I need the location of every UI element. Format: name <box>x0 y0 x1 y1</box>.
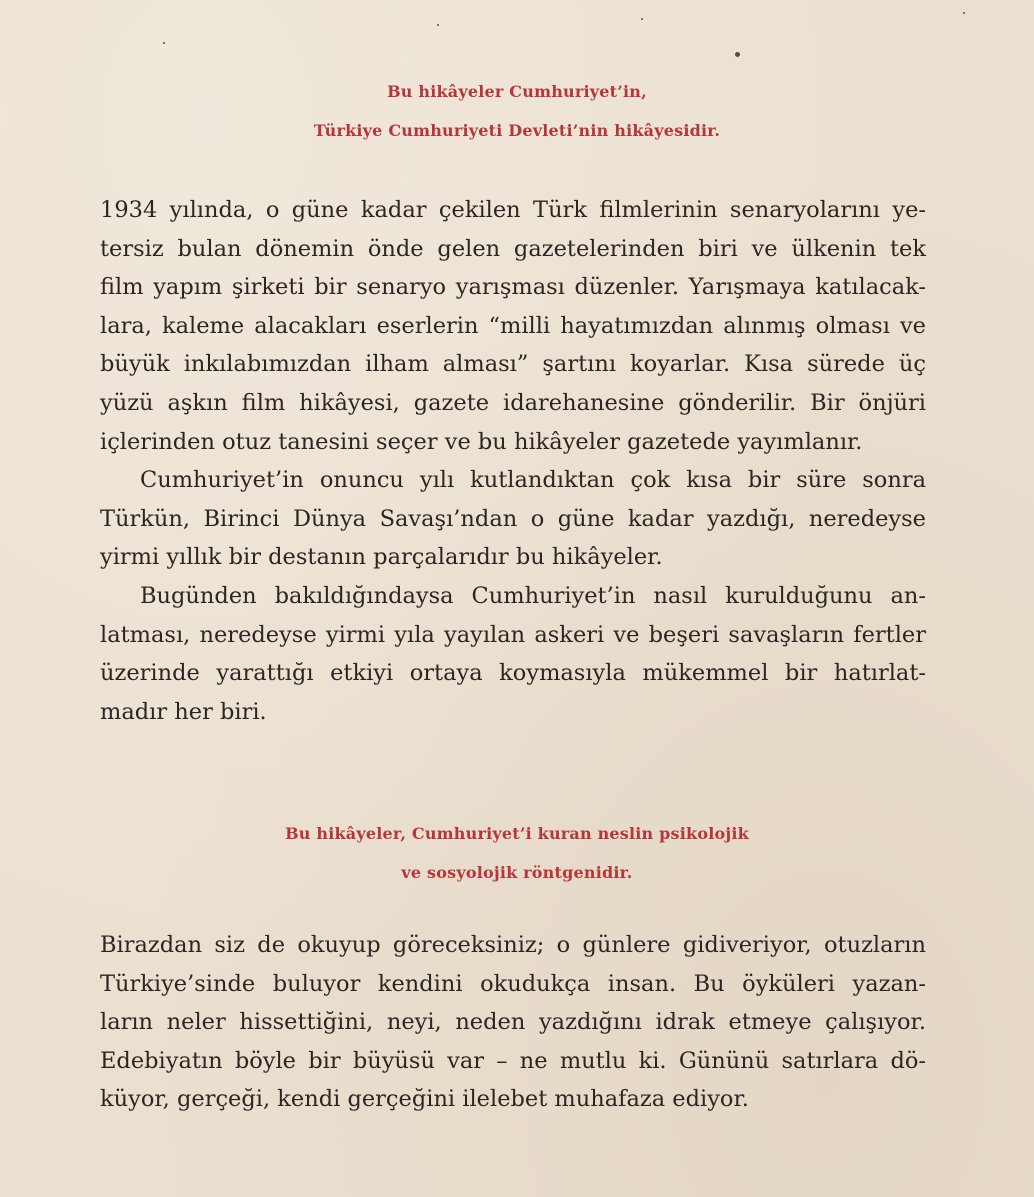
text-line: Türkiye’sinde buluyor kendini okudukça insan. Bu öyküleri yazan- <box>100 970 926 997</box>
text-line: Birazdan siz de okuyup göreceksiniz; o günlere gidiveriyor, otuzların <box>100 932 926 958</box>
text-line: ların neler hissettiğini, neyi, neden yazdığını idrak etmeye çalışıyor. <box>100 1009 926 1036</box>
section-heading-1 <box>0 72 1034 150</box>
text-line: üzerinde yarattığı etkiyi ortaya koymasıyla mükemmel bir hatırlat- <box>100 660 926 687</box>
text-line: latması, neredeyse yirmi yıla yayılan askeri ve beşeri savaşların fertler <box>100 621 926 648</box>
text-line: tersiz bulan dönemin önde gelen gazetelerinden biri ve ülkenin tek <box>100 235 926 262</box>
text-line: büyük inkılabımızdan ilham alması” şartını koyarlar. Kısa sürede üç <box>100 351 926 378</box>
text-line: içlerinden otuz tanesini seçer ve bu hikâyeler gazetede yayımlanır. <box>100 428 863 455</box>
text-line: yüzü aşkın film hikâyesi, gazete idarehanesine gönderilir. Bir önjüri <box>100 389 926 416</box>
heading-line: ve sosyolojik röntgenidir. <box>401 863 633 882</box>
text-line: film yapım şirketi bir senaryo yarışması düzenler. Yarışmaya katılacak- <box>100 274 926 301</box>
text-line: lara, kaleme alacakları eserlerin “milli hayatımızdan alınmış olması ve <box>100 312 926 339</box>
text-line: madır her biri. <box>100 698 267 725</box>
section-heading-2 <box>0 814 1034 892</box>
text-line: yirmi yıllık bir destanın parçalarıdır bu hikâyeler. <box>100 544 663 571</box>
heading-line: Bu hikâyeler Cumhuriyet’in, <box>387 82 647 101</box>
text-line: küyor, gerçeği, kendi gerçeğini ilelebet muhafaza ediyor. <box>100 1086 749 1113</box>
body-paragraphs-2 <box>100 926 926 1119</box>
paper-speck <box>735 52 740 57</box>
paper-speck <box>163 42 165 44</box>
paper-speck <box>641 18 643 20</box>
text-line: 1934 yılında, o güne kadar çekilen Türk filmlerinin senaryolarını ye- <box>100 197 926 223</box>
heading-line: Bu hikâyeler, Cumhuriyet’i kuran neslin psikolojik <box>285 824 749 843</box>
text-line: Bugünden bakıldığındaysa Cumhuriyet’in nasıl kurulduğunu an- <box>140 582 926 609</box>
text-line: Türkün, Birinci Dünya Savaşı’ndan o güne kadar yazdığı, neredeyse <box>100 505 926 532</box>
text-line: Cumhuriyet’in onuncu yılı kutlandıktan çok kısa bir süre sonra <box>140 467 926 494</box>
paper-speck <box>963 12 965 14</box>
body-paragraphs-1 <box>100 191 926 731</box>
paper-speck <box>437 24 439 26</box>
text-line: Edebiyatın böyle bir büyüsü var – ne mutlu ki. Gününü satırlara dö- <box>100 1047 926 1074</box>
heading-line: Türkiye Cumhuriyeti Devleti’nin hikâyesidir. <box>313 121 721 140</box>
